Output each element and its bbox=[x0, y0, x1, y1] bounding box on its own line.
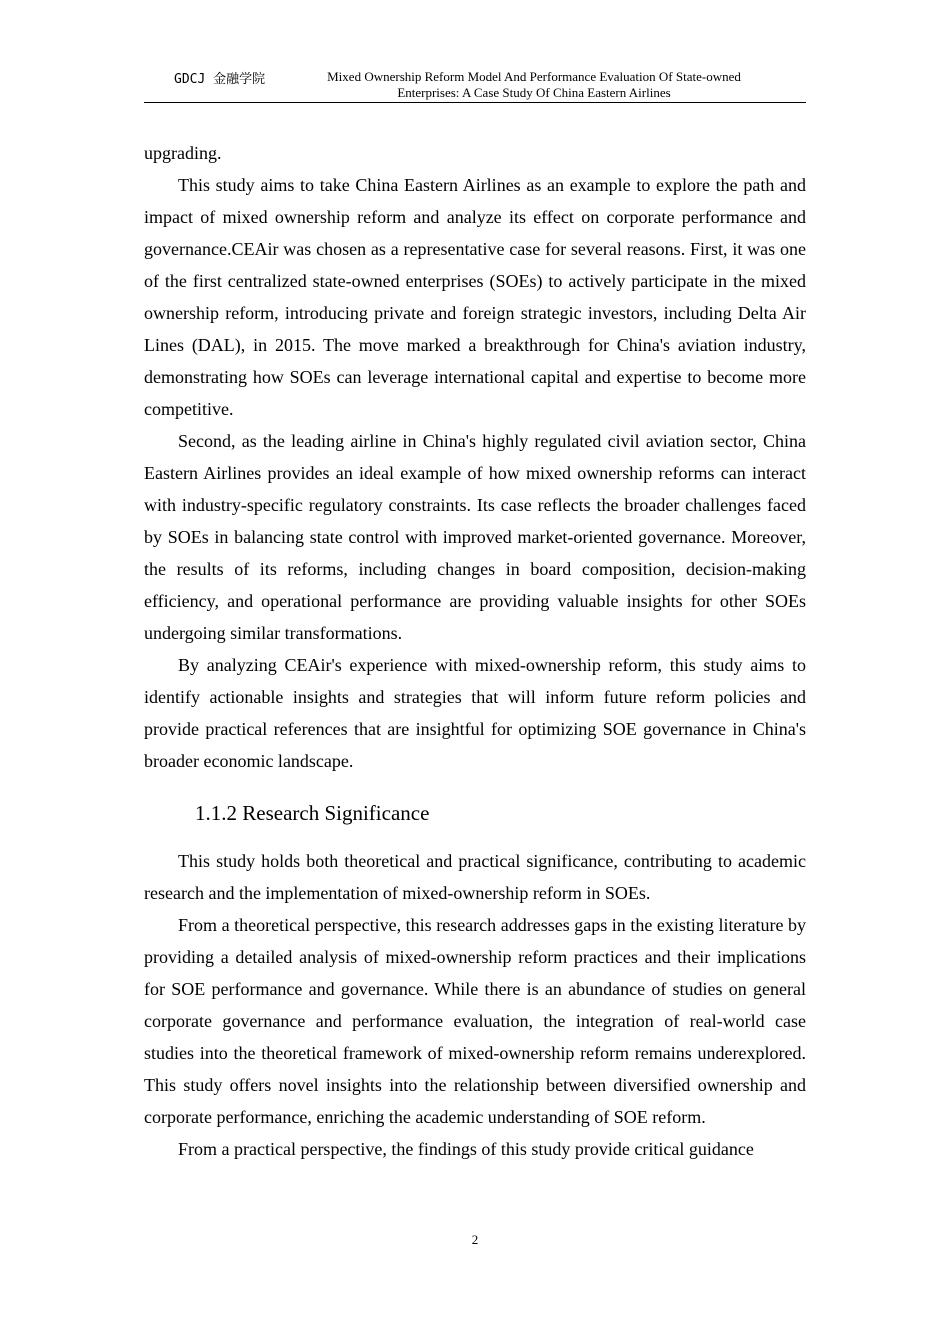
header-title bbox=[294, 69, 774, 101]
paragraph-case-selection: This study aims to take China Eastern Airlines as an example to explore the path and impact of mixed ownership reform and analyze its effect on corporate performance and governance.CEAir was chosen as a representative case for several reasons. First, it was one of the first centralized state-owned enterprises (SOEs) to actively participate in the mixed ownership reform, introducing private and foreign strategic investors, including Delta Air Lines (DAL), in 2015. The move marked a breakthrough for China's aviation industry, demonstrating how SOEs can leverage international capital and expertise to become more competitive. bbox=[144, 175, 806, 419]
paragraph-theoretical: From a theoretical perspective, this research addresses gaps in the existing literature by providing a detailed analysis of mixed-ownership reform practices and their implications for SOE performance and governance. While there is an abundance of studies on general corporate governance and performance evaluation, the integration of real-world case studies into the theoretical framework of mixed-ownership reform remains underexplored. This study offers novel insights into the relationship between diversified ownership and corporate performance, enriching the academic understanding of SOE reform. bbox=[144, 915, 806, 1127]
header-title-line-2: Enterprises: A Case Study Of China Eastern Airlines bbox=[397, 85, 671, 100]
page-header bbox=[144, 66, 806, 103]
header-title-line-1: Mixed Ownership Reform Model And Performance Evaluation Of State-owned bbox=[327, 69, 741, 84]
page-number: 2 bbox=[471, 1232, 479, 1247]
header-institution: GDCJ 金融学院 bbox=[174, 72, 266, 87]
page-content bbox=[144, 137, 806, 1165]
paragraph-continuation: upgrading. bbox=[144, 143, 222, 163]
paragraph-study-aim: By analyzing CEAir's experience with mixed-ownership reform, this study aims to identify actionable insights and strategies that will inform future reform policies and provide practical references that are insightful for optimizing SOE governance in China's broader economic landscape. bbox=[144, 655, 806, 771]
paragraph-significance-intro: This study holds both theoretical and practical significance, contributing to academic research and the implementation of mixed-ownership reform in SOEs. bbox=[144, 851, 806, 903]
paragraph-second-reason: Second, as the leading airline in China's highly regulated civil aviation sector, China Eastern Airlines provides an ideal example of how mixed ownership reforms can interact with industry-specific regulatory constraints. Its case reflects the broader challenges faced by SOEs in balancing state control with improved market-oriented governance. Moreover, the results of its reforms, including changes in board composition, decision-making efficiency, and operational performance are providing valuable insights for other SOEs undergoing similar transformations. bbox=[144, 431, 806, 643]
paragraph-practical: From a practical perspective, the findings of this study provide critical guidance bbox=[178, 1139, 754, 1159]
section-heading: 1.1.2 Research Significance bbox=[195, 801, 430, 825]
